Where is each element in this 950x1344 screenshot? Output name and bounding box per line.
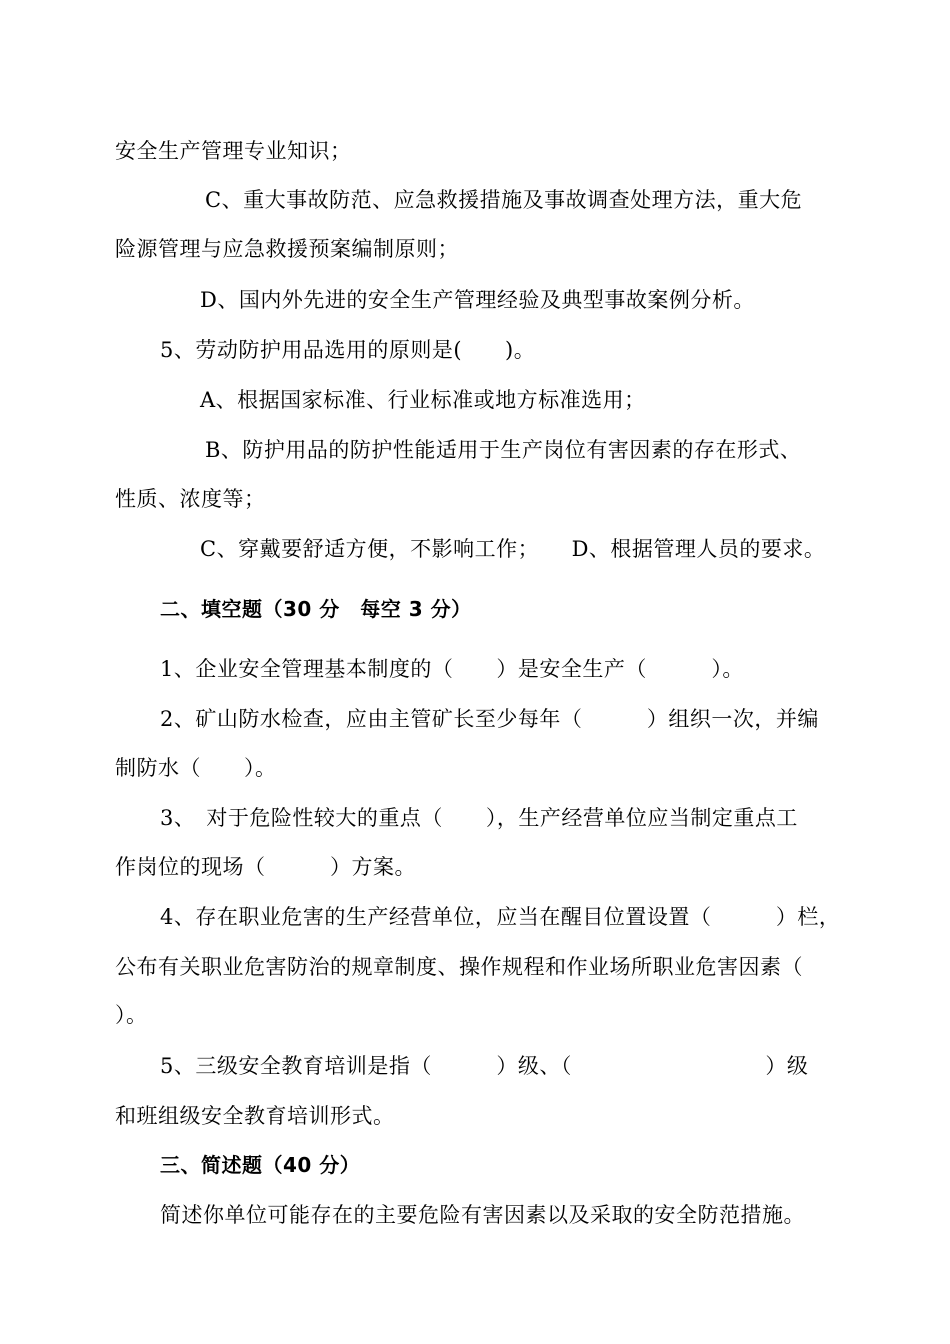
text-line: 险源管理与应急救援预案编制原则；: [115, 237, 459, 261]
text-line: 作岗位的现场（ ）方案。: [115, 855, 416, 879]
text-line: 性质、浓度等；: [115, 487, 266, 511]
option-d-line: D、国内外先进的安全生产管理经验及典型事故案例分析。: [200, 288, 755, 312]
question-line: 4、存在职业危害的生产经营单位，应当在醒目位置设置（ ）栏，: [160, 905, 841, 929]
question-line: 5、三级安全教育培训是指（ ）级、（ ）级: [160, 1054, 809, 1078]
question-line: 5、劳动防护用品选用的原则是( )。: [160, 338, 536, 362]
text-line: ）。: [115, 1003, 148, 1027]
question-line: 1、企业安全管理基本制度的（ ）是安全生产（ ）。: [160, 657, 744, 681]
question-line: 简述你单位可能存在的主要危险有害因素以及采取的安全防范措施。: [160, 1203, 805, 1227]
text-line: 制防水（ ）。: [115, 756, 277, 780]
text-line: 安全生产管理专业知识；: [115, 139, 352, 163]
option-a-line: A、根据国家标准、行业标准或地方标准选用；: [200, 388, 646, 412]
options-cd-line: C、穿戴要舒适方便，不影响工作； D、根据管理人员的要求。: [200, 537, 826, 561]
text-line: 公布有关职业危害防治的规章制度、操作规程和作业场所职业危害因素（: [115, 955, 803, 979]
section-heading-fill-blank: 二、填空题（30 分 每空 3 分）: [160, 597, 472, 621]
text-line: 和班组级安全教育培训形式。: [115, 1104, 395, 1128]
option-c-line: C、重大事故防范、应急救援措施及事故调查处理方法，重大危: [205, 188, 803, 212]
section-heading-short-answer: 三、简述题（40 分）: [160, 1153, 361, 1177]
question-line: 3、 对于危险性较大的重点（ ），生产经营单位应当制定重点工: [160, 806, 798, 830]
question-line: 2、矿山防水检查，应由主管矿长至少每年（ ）组织一次，并编: [160, 707, 819, 731]
option-b-line: B、防护用品的防护性能适用于生产岗位有害因素的存在形式、: [205, 438, 802, 462]
